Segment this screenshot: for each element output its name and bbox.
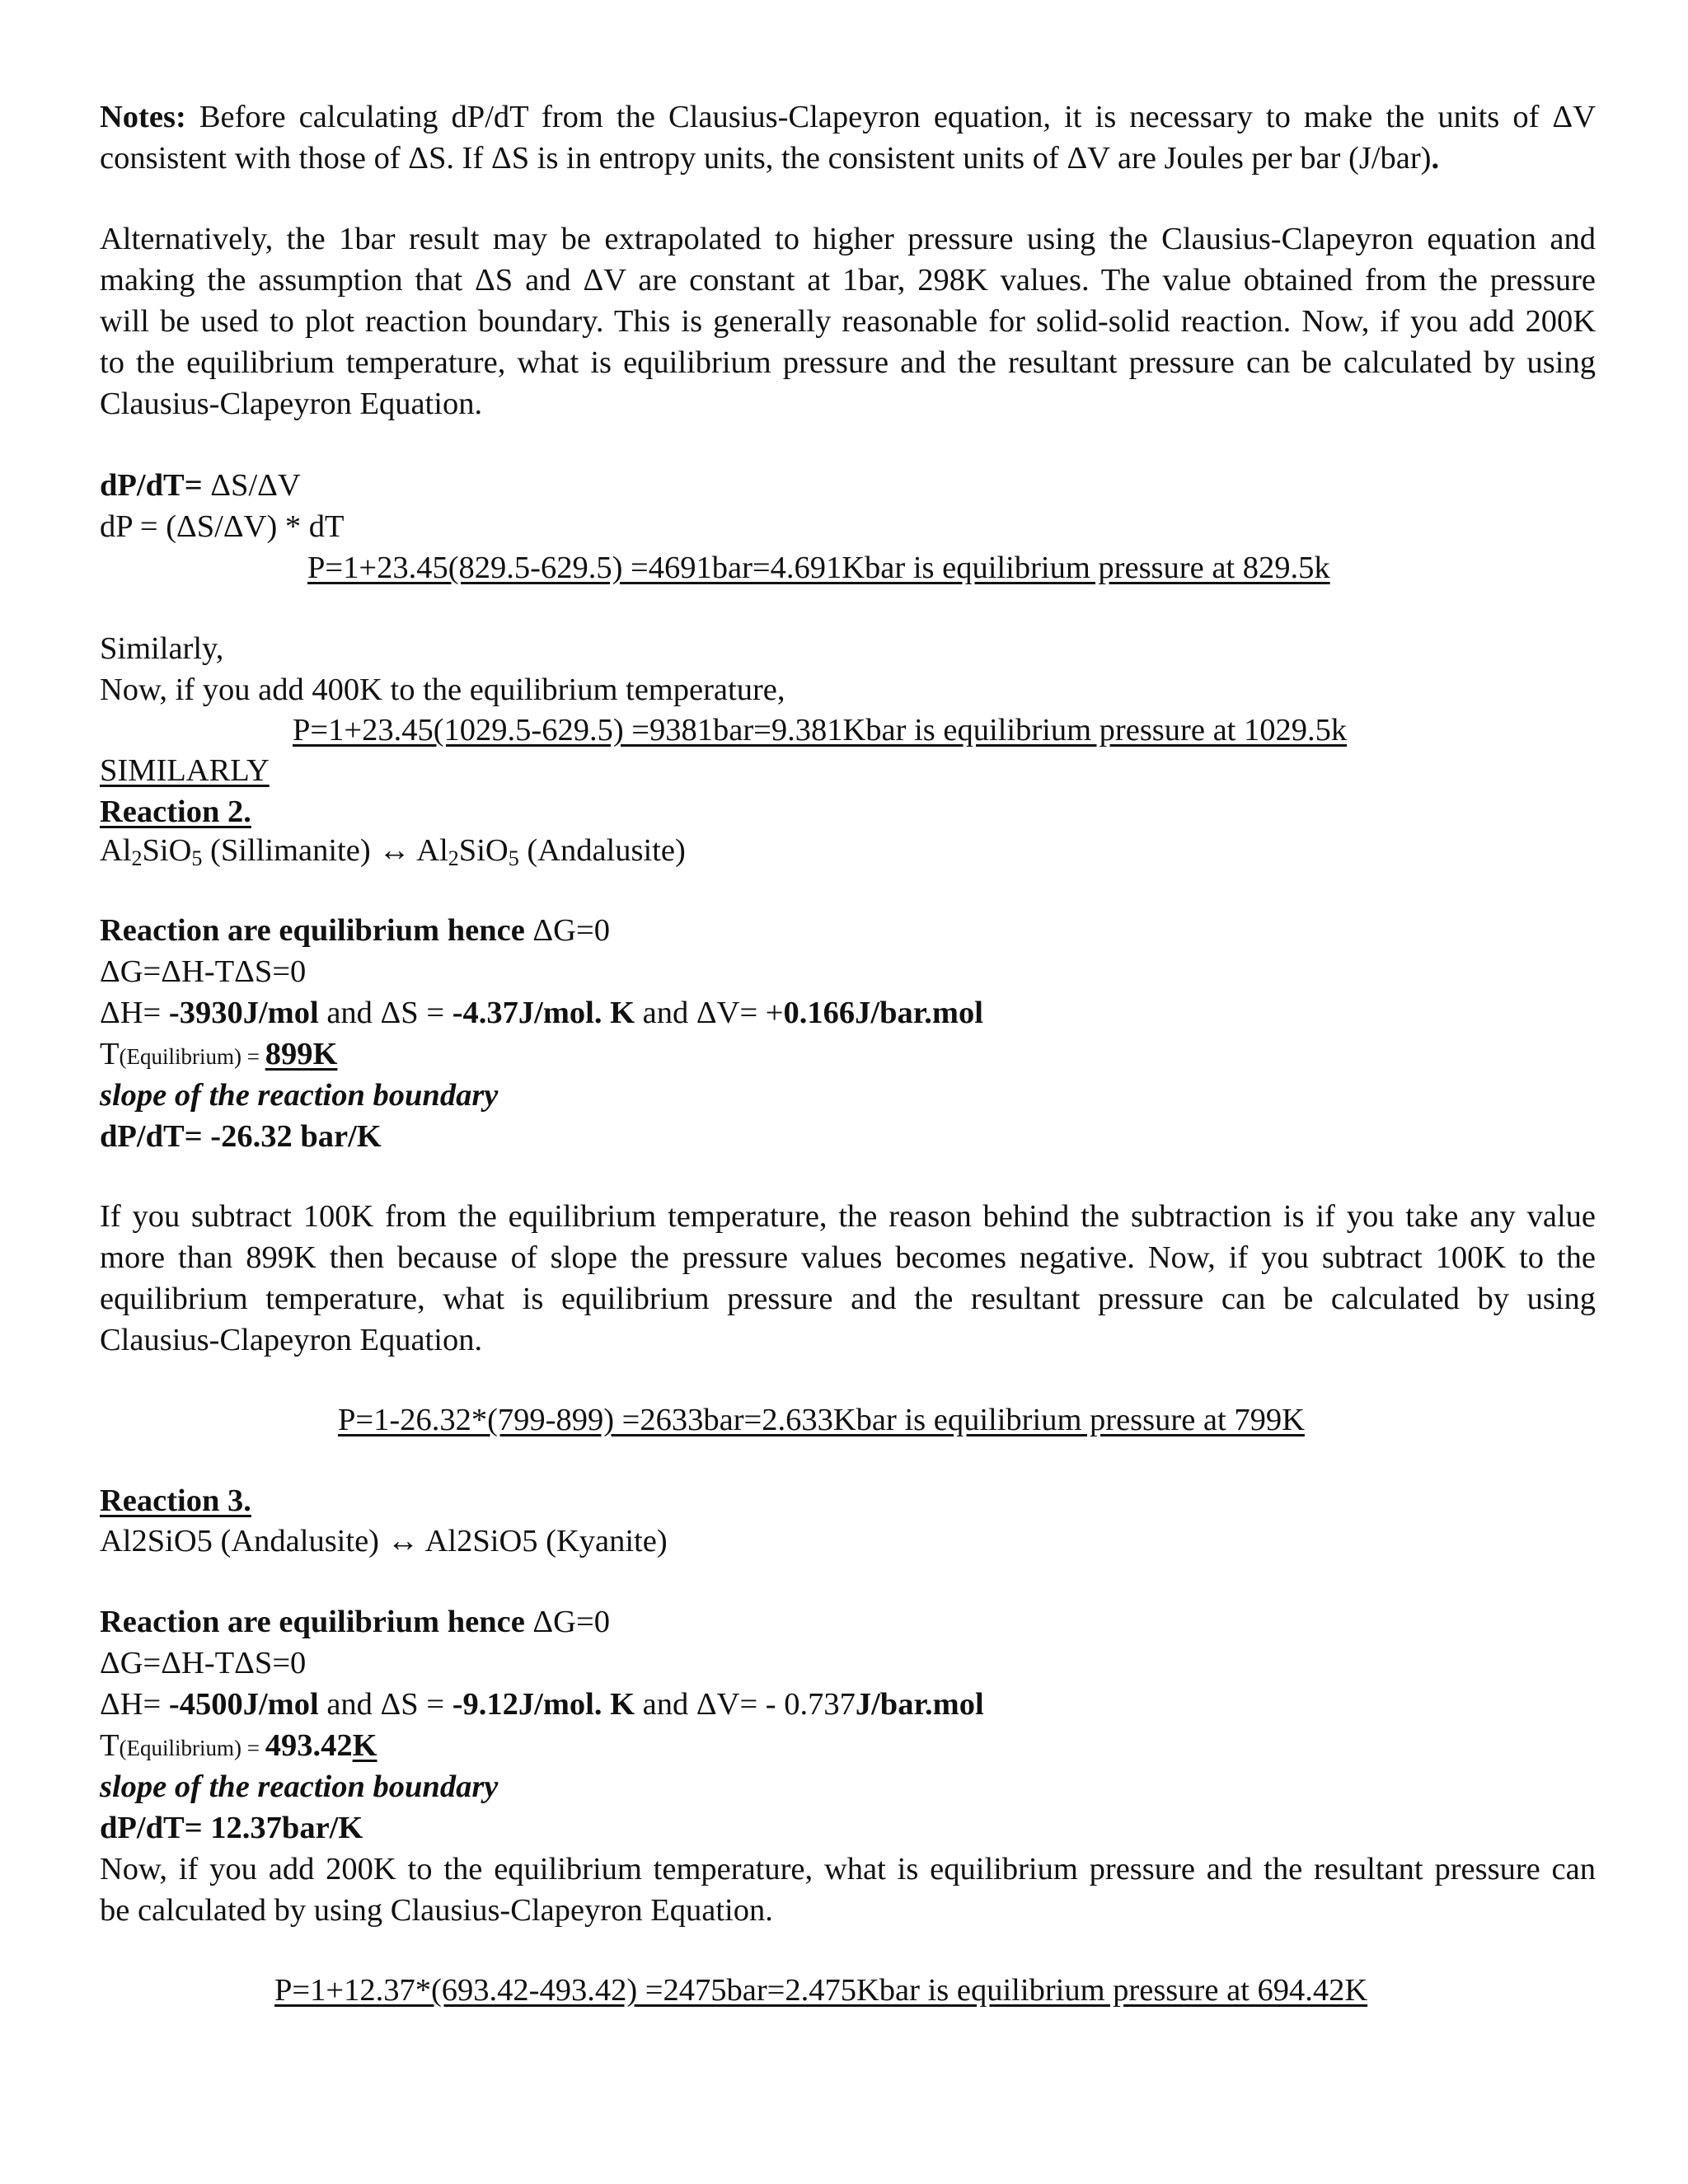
reaction-2-para-3: equilibrium temperature, what is equilibrium pressure and the resultant pressure can be calculated by using [100, 1282, 1596, 1316]
notes-line-1 [100, 96, 1596, 138]
alt-line-1: Alternatively, the 1bar result may be extrapolated to higher pressure using the Clausius-Clapeyron equation and [100, 222, 1596, 256]
reaction-3-slope-label: slope of the reaction boundary [100, 1769, 499, 1804]
formula-line-1 [100, 465, 1596, 506]
reaction-2-title-text: Reaction 2. [100, 794, 251, 829]
reaction-2-values: ΔH= -3930J/mol and ΔS = -4.37J/mol. K and ΔV= +0.166J/bar.mol [100, 996, 983, 1030]
reaction-2-temperature: T(Equilibrium) = 899K [100, 1037, 338, 1071]
notes-text-2: consistent with those of ΔS. If ΔS is in entropy units, the consistent units of ΔV are Joules per bar (J/bar) [100, 141, 1432, 176]
reaction-2-title [100, 791, 251, 832]
reaction-3-title [100, 1480, 251, 1521]
reaction-2-equilibrium: Reaction are equilibrium hence ΔG=0 [100, 913, 610, 948]
reaction-2-para-2: more than 899K then because of slope the pressure values becomes negative. Now, if you subtract 100K to the [100, 1240, 1596, 1275]
reaction-2-para-1: If you subtract 100K from the equilibrium temperature, the reason behind the subtraction is if you take any value [100, 1199, 1596, 1234]
alt-line-2: making the assumption that ΔS and ΔV are constant at 1bar, 298K values. The value obtained from the pressure [100, 263, 1596, 298]
notes-label: Notes: [100, 100, 186, 134]
notes-text-1: Before calculating dP/dT from the Clausius-Clapeyron equation, it is necessary to make the units of ΔV [199, 100, 1596, 134]
notes-line-2 [100, 138, 1596, 179]
reaction-3-title-text: Reaction 3. [100, 1483, 251, 1518]
alt-line-5: Clausius-Clapeyron Equation. [100, 387, 483, 421]
reaction-3-dg: ΔG=ΔH-TΔS=0 [100, 1646, 307, 1680]
alt-line-3: will be used to plot reaction boundary. This is generally reasonable for solid-solid reaction. Now, if you add 200K [100, 304, 1596, 339]
calc-799: P=1-26.32*(799-899) =2633bar=2.633Kbar is equilibrium pressure at 799K [338, 1403, 1305, 1437]
reaction-3-temperature: T(Equilibrium) = 493.42K [100, 1728, 377, 1763]
reaction-2-equation: $Al_2SiO_5$ (Sillimanite) ↔ $Al_2SiO_5$ (Andalusite) [100, 833, 686, 870]
reaction-3-para-2: be calculated by using Clausius-Clapeyron Equation. [100, 1893, 773, 1928]
reaction-3-values: ΔH= -4500J/mol and ΔS = -9.12J/mol. K and ΔV= - 0.737J/bar.mol [100, 1687, 984, 1722]
reaction-3-equilibrium: Reaction are equilibrium hence ΔG=0 [100, 1605, 610, 1639]
reaction-3-equation: Al2SiO5 (Andalusite) ↔ Al2SiO5 (Kyanite) [100, 1524, 668, 1558]
reaction-2-slope-value: dP/dT= -26.32 bar/K [100, 1119, 382, 1154]
similarly-caps: SIMILARLY [100, 753, 270, 788]
notes-period: . [1431, 141, 1440, 176]
similarly-word: Similarly, [100, 631, 224, 666]
reaction-3-slope-value: dP/dT= 12.37bar/K [100, 1811, 363, 1845]
formula-rest: ΔS/ΔV [202, 468, 301, 503]
alt-line-4: to the equilibrium temperature, what is equilibrium pressure and the resultant pressure can be calculated by using [100, 345, 1596, 380]
similarly-line: Now, if you add 400K to the equilibrium temperature, [100, 673, 785, 707]
reaction-2-slope-label: slope of the reaction boundary [100, 1078, 499, 1113]
reaction-3-para-1: Now, if you add 200K to the equilibrium temperature, what is equilibrium pressure and the resultant pressure can [100, 1852, 1596, 1886]
calc-1029: P=1+23.45(1029.5-629.5) =9381bar=9.381Kbar is equilibrium pressure at 1029.5k [293, 713, 1348, 748]
calc-694: P=1+12.37*(693.42-493.42) =2475bar=2.475Kbar is equilibrium pressure at 694.42K [274, 1973, 1368, 2008]
calc-829: P=1+23.45(829.5-629.5) =4691bar=4.691Kbar is equilibrium pressure at 829.5k [307, 551, 1330, 585]
reaction-2-dg: ΔG=ΔH-TΔS=0 [100, 954, 307, 989]
reaction-2-para-4: Clausius-Clapeyron Equation. [100, 1323, 483, 1357]
formula-line-2: dP = (ΔS/ΔV) * dT [100, 509, 345, 544]
formula-bold: dP/dT= [100, 468, 203, 503]
